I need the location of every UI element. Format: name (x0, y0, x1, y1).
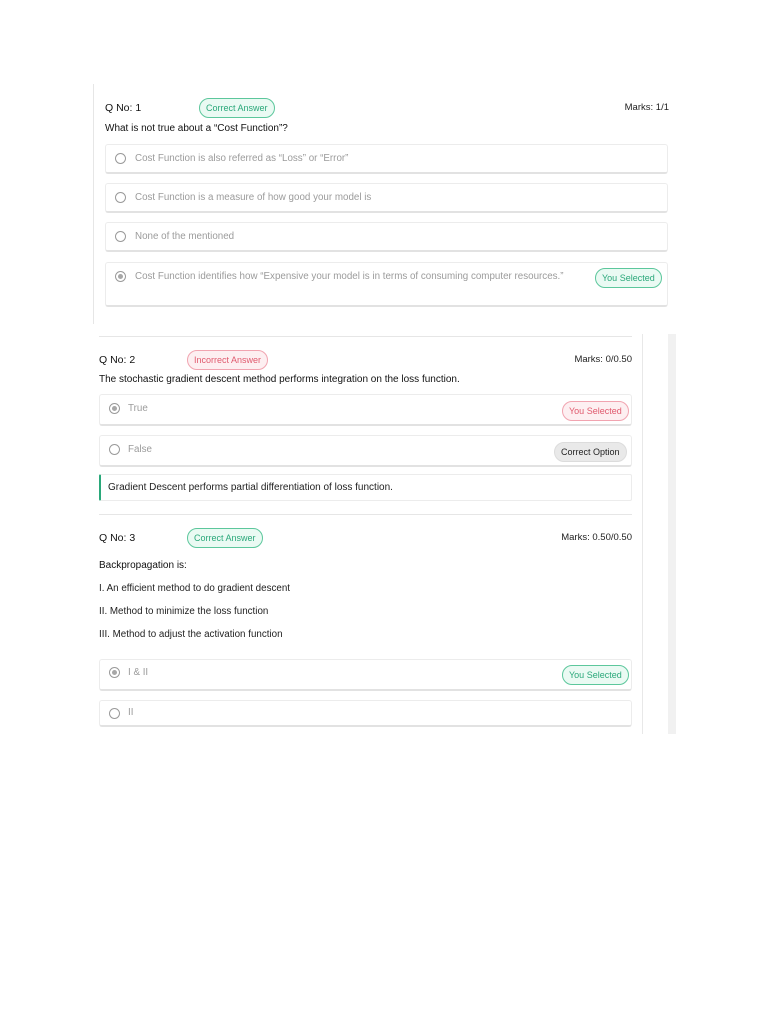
statement-3: III. Method to adjust the activation function (99, 629, 283, 640)
option-label: None of the mentioned (135, 231, 235, 242)
question-3-number: Q No: 3 (99, 532, 136, 544)
question-2-number: Q No: 2 (99, 354, 136, 366)
radio-icon[interactable] (115, 231, 126, 242)
question-1-option-2[interactable] (105, 183, 668, 213)
option-label: II (128, 707, 134, 718)
correct-option-badge: Correct Option (554, 442, 627, 462)
question-1-option-3[interactable] (105, 222, 668, 252)
question-1-number: Q No: 1 (105, 102, 142, 114)
radio-icon[interactable] (115, 192, 126, 203)
divider (99, 514, 632, 515)
radio-icon[interactable] (109, 708, 120, 719)
question-3-option-2[interactable] (99, 700, 632, 727)
question-3-option-1-selected[interactable] (99, 659, 632, 691)
option-label: Cost Function is a measure of how good your model is (135, 192, 372, 203)
question-1-option-4-selected[interactable] (105, 262, 668, 307)
option-label: False (128, 444, 152, 455)
option-label: Cost Function identifies how “Expensive your model is in terms of consuming computer resources.” (135, 271, 564, 282)
option-label: I & II (128, 667, 149, 678)
radio-checked-icon[interactable] (115, 271, 126, 282)
question-3-text: Backpropagation is: (99, 560, 187, 571)
statement-1: I. An efficient method to do gradient descent (99, 583, 290, 594)
panel-edge (642, 334, 643, 734)
radio-checked-icon[interactable] (109, 667, 120, 678)
radio-icon[interactable] (109, 444, 120, 455)
question-1-option-1[interactable] (105, 144, 668, 174)
you-selected-badge: You Selected (595, 268, 662, 288)
radio-checked-icon[interactable] (109, 403, 120, 414)
divider (99, 336, 632, 337)
question-2-status-badge: Incorrect Answer (187, 350, 268, 370)
answer-explanation: Gradient Descent performs partial differentiation of loss function. (99, 474, 632, 501)
question-2-option-false[interactable] (99, 435, 632, 467)
question-1-marks: Marks: 1/1 (624, 102, 669, 113)
option-label: Cost Function is also referred as “Loss” or “Error” (135, 153, 349, 164)
question-1-text: What is not true about a “Cost Function”? (105, 123, 288, 134)
option-label: True (128, 403, 148, 414)
question-1-status-badge: Correct Answer (199, 98, 275, 118)
radio-icon[interactable] (115, 153, 126, 164)
question-2-marks: Marks: 0/0.50 (574, 354, 632, 365)
question-3-status-badge: Correct Answer (187, 528, 263, 548)
panel-shadow (668, 334, 676, 734)
you-selected-badge: You Selected (562, 665, 629, 685)
question-2-option-true-selected[interactable] (99, 394, 632, 426)
you-selected-badge: You Selected (562, 401, 629, 421)
statement-2: II. Method to minimize the loss function (99, 606, 269, 617)
question-2-text: The stochastic gradient descent method performs integration on the loss function. (99, 374, 460, 385)
question-3-marks: Marks: 0.50/0.50 (561, 532, 632, 543)
